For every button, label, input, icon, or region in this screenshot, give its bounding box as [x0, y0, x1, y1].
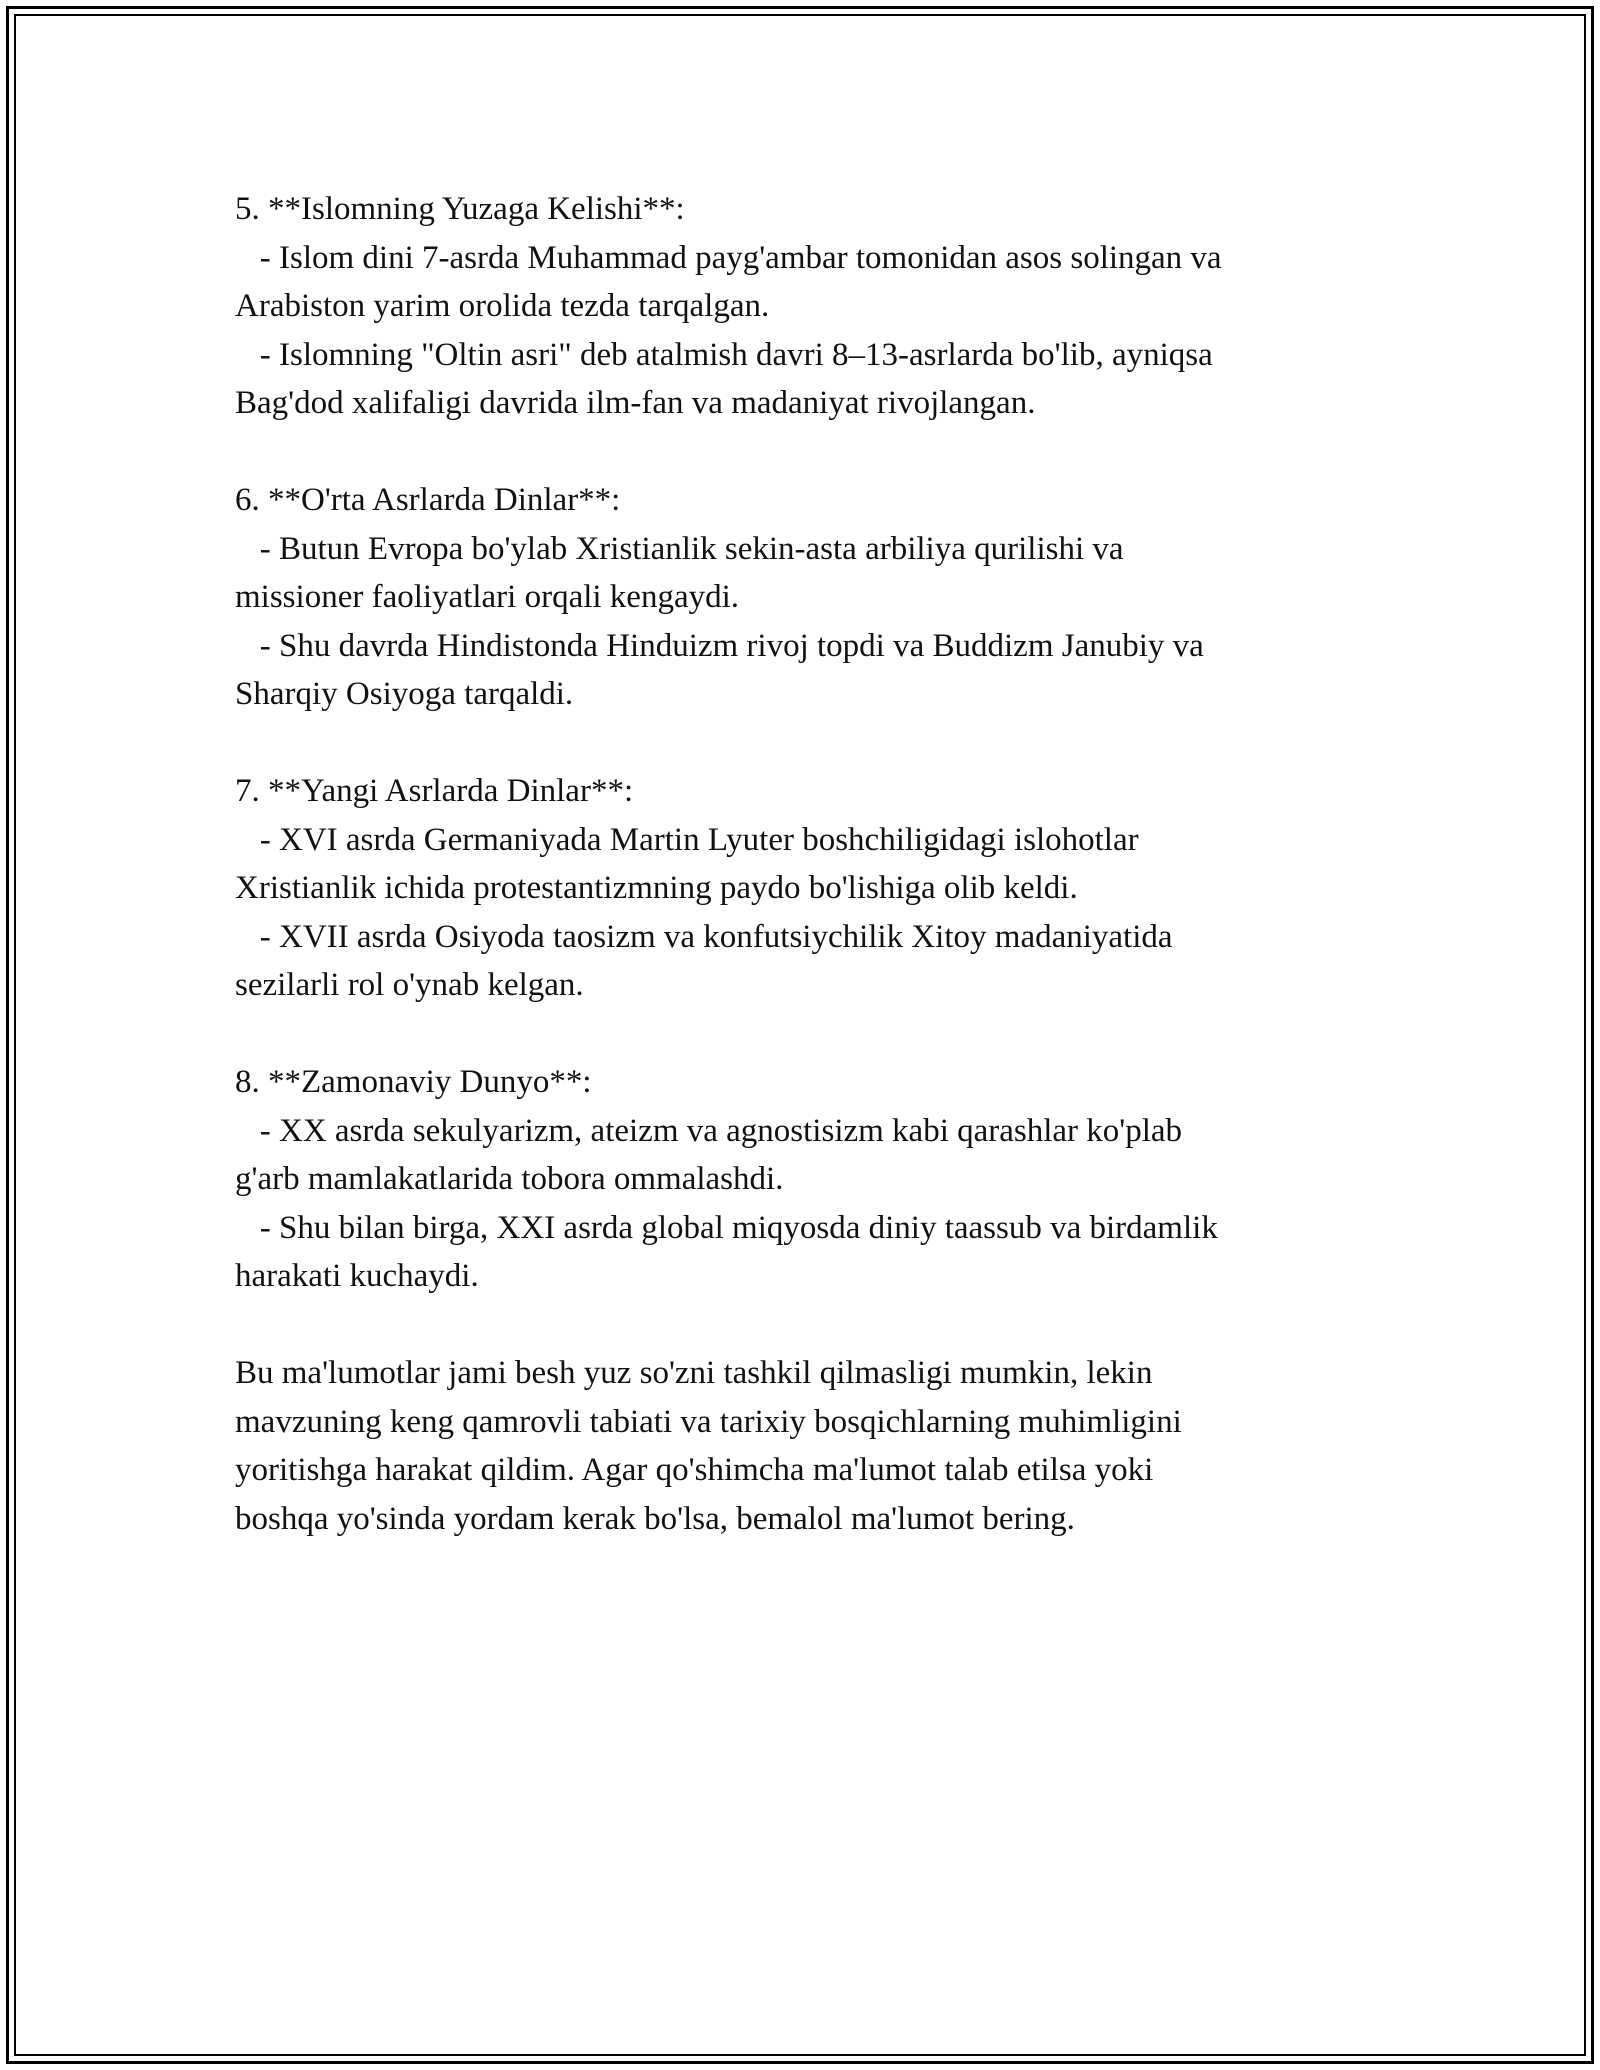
document-body	[235, 185, 1365, 1543]
section-8	[235, 1058, 1365, 1301]
section-heading: 7. **Yangi Asrlarda Dinlar**:	[235, 773, 634, 809]
section-line: - Islom dini 7-asrda Muhammad payg'ambar tomonidan asos solingan va	[235, 239, 1222, 276]
section-line: - XVI asrda Germaniyada Martin Lyuter boshchiligidagi islohotlar	[235, 821, 1139, 858]
section-heading: 8. **Zamonaviy Dunyo**:	[235, 1064, 592, 1100]
section-line: - XX asrda sekulyarizm, ateizm va agnostisizm kabi qarashlar ko'plab	[235, 1112, 1183, 1149]
paragraph-gap	[235, 1301, 1365, 1350]
closing-line: Bu ma'lumotlar jami besh yuz so'zni tashkil qilmasligi mumkin, lekin	[235, 1355, 1153, 1391]
section-line: - XVII asrda Osiyoda taosizm va konfutsiychilik Xitoy madaniyatida	[235, 918, 1173, 955]
paragraph-gap	[235, 428, 1365, 477]
section-line: Sharqiy Osiyoga tarqaldi.	[235, 676, 574, 712]
closing-line: boshqa yo'sinda yordam kerak bo'lsa, bemalol ma'lumot bering.	[235, 1500, 1075, 1537]
section-line: - Butun Evropa bo'ylab Xristianlik sekin-asta arbiliya qurilishi va	[235, 530, 1124, 567]
section-line: Arabiston yarim orolida tezda tarqalgan.	[235, 288, 770, 324]
section-line: Bag'dod xalifaligi davrida ilm-fan va madaniyat rivojlangan.	[235, 385, 1036, 421]
section-line: Xristianlik ichida protestantizmning paydo bo'lishiga olib keldi.	[235, 870, 1078, 906]
section-line: - Islomning "Oltin asri" deb atalmish davri 8–13-asrlarda bo'lib, ayniqsa	[235, 336, 1213, 373]
paragraph-gap	[235, 1010, 1365, 1059]
closing-line: mavzuning keng qamrovli tabiati va tarixiy bosqichlarning muhimligini	[235, 1403, 1182, 1440]
section-5	[235, 185, 1365, 428]
section-heading: 5. **Islomning Yuzaga Kelishi**:	[235, 191, 685, 227]
closing-line: yoritishga harakat qildim. Agar qo'shimcha ma'lumot talab etilsa yoki	[235, 1452, 1154, 1488]
section-6	[235, 476, 1365, 719]
section-line: sezilarli rol o'ynab kelgan.	[235, 967, 584, 1003]
paragraph-gap	[235, 719, 1365, 768]
closing-paragraph	[235, 1349, 1365, 1543]
section-line: g'arb mamlakatlarida tobora ommalashdi.	[235, 1161, 784, 1197]
section-heading: 6. **O'rta Asrlarda Dinlar**:	[235, 482, 621, 518]
section-line: - Shu davrda Hindistonda Hinduizm rivoj topdi va Buddizm Janubiy va	[235, 627, 1204, 664]
section-line: - Shu bilan birga, XXI asrda global miqyosda diniy taassub va birdamlik	[235, 1209, 1218, 1246]
section-line: harakati kuchaydi.	[235, 1258, 479, 1294]
section-7	[235, 767, 1365, 1010]
section-line: missioner faoliyatlari orqali kengaydi.	[235, 579, 740, 615]
